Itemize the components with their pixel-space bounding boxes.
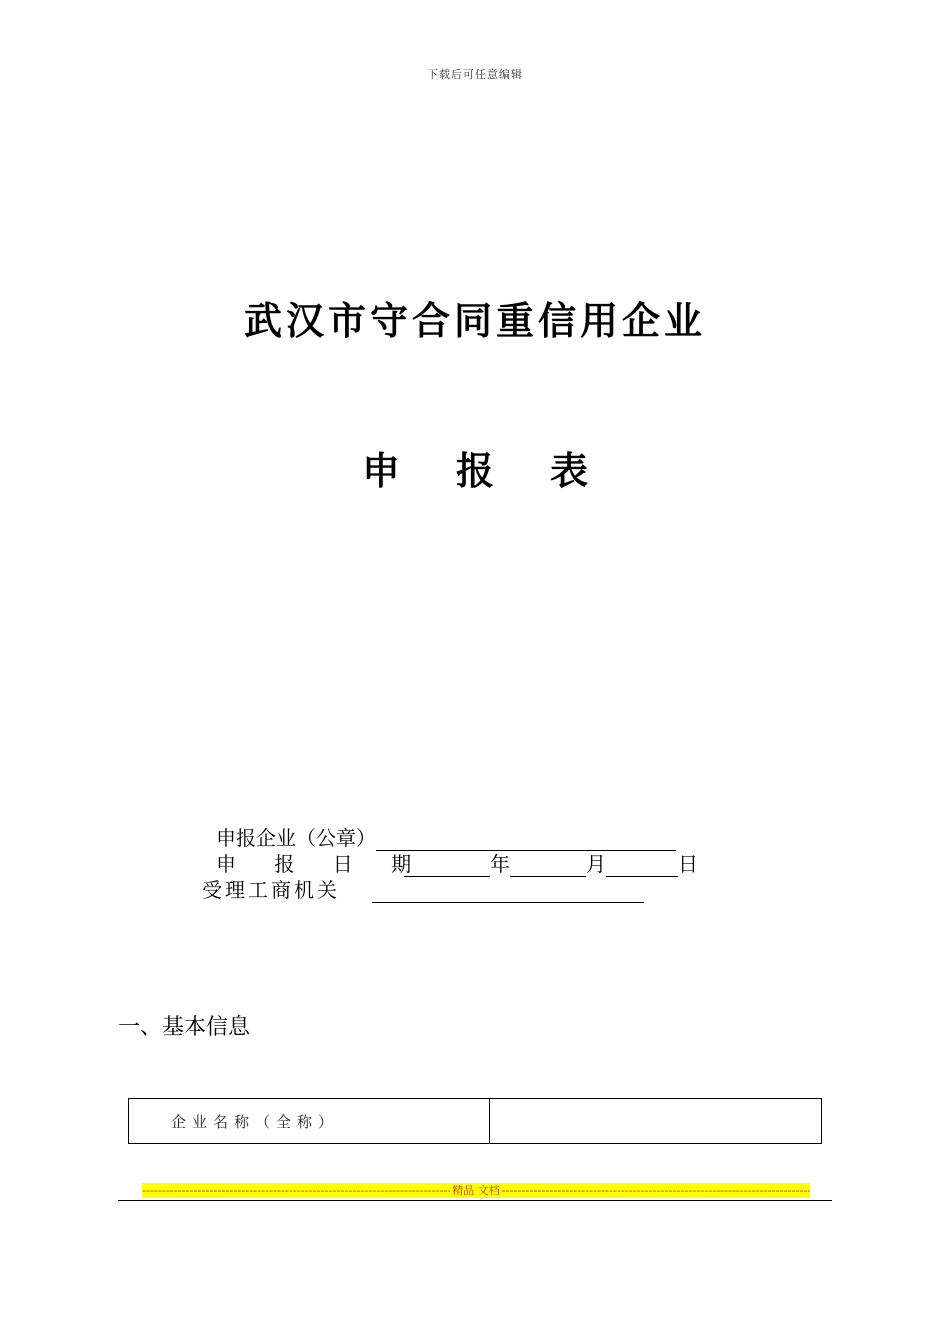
footer-text: 精品 文档 (452, 1184, 500, 1197)
footer-dashes-left (142, 1183, 450, 1198)
section-heading: 一、基本信息 (118, 1015, 251, 1040)
date-label: 申 报 日 期 (216, 852, 428, 876)
basic-info-table (128, 1098, 822, 1144)
year-label: 年 (490, 852, 510, 876)
document-subtitle (0, 440, 950, 495)
footer-dashes-right (502, 1183, 810, 1198)
subtitle-char: 表 (550, 448, 589, 493)
subtitle-char: 报 (455, 448, 494, 493)
month-label: 月 (586, 852, 606, 876)
day-label: 日 (678, 852, 698, 876)
agency-blank[interactable] (372, 880, 644, 903)
applicant-label: 申报企业（公章） (216, 826, 376, 850)
agency-row (202, 874, 644, 903)
date-row (216, 848, 698, 877)
company-name-value[interactable] (490, 1099, 822, 1144)
subtitle-char: 申 (361, 448, 400, 493)
document-title: 武汉市守合同重信用企业 (243, 298, 706, 343)
header-note: 下载后可任意编辑 (427, 68, 523, 81)
agency-label: 受理工商机关 (202, 878, 340, 902)
footer-band (142, 1183, 810, 1198)
applicant-row (216, 822, 676, 851)
table-row (129, 1099, 822, 1144)
footer-rule (118, 1200, 832, 1201)
company-name-label: 企业名称（全称） (129, 1099, 490, 1144)
